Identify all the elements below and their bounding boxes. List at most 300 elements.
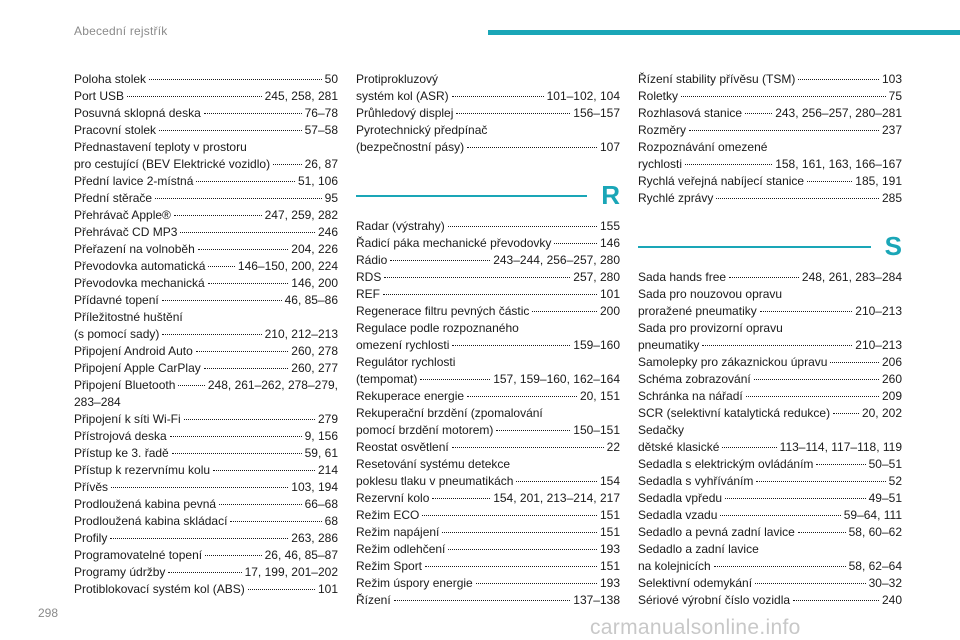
index-entry <box>74 581 338 598</box>
entry-term: Režim napájení <box>356 525 440 539</box>
entry-pages: 257, 280 <box>573 270 620 284</box>
dot-leader <box>178 385 204 386</box>
entry-pages: 210, 212–213 <box>264 327 338 341</box>
dot-leader <box>127 96 262 97</box>
dot-leader <box>196 181 295 182</box>
index-entry <box>74 428 338 445</box>
header-accent-bar <box>488 30 960 35</box>
entry-pages: 76–78 <box>304 106 338 120</box>
entry-pages: 200 <box>599 304 620 318</box>
entry-pages: 260, 277 <box>291 361 338 375</box>
dot-leader <box>383 294 597 295</box>
dot-leader <box>204 113 302 114</box>
entry-term: Sedadla vzadu <box>638 508 718 522</box>
dot-leader <box>714 566 846 567</box>
dot-leader <box>384 277 570 278</box>
dot-leader <box>722 447 776 448</box>
index-entry <box>638 173 902 190</box>
entry-term: Sedadla vpředu <box>638 491 723 505</box>
entry-term: Pracovní stolek <box>74 123 157 137</box>
entry-term: SCR (selektivní katalytická redukce) <box>638 406 831 420</box>
dot-leader <box>516 481 597 482</box>
index-entry <box>74 207 338 224</box>
entry-term: Roletky <box>638 89 679 103</box>
entry-pages: 137–138 <box>573 593 620 607</box>
dot-leader <box>745 113 772 114</box>
dot-leader <box>219 504 302 505</box>
index-entry <box>638 105 902 122</box>
index-entry <box>638 592 902 609</box>
index-entry <box>356 139 620 156</box>
index-column-1 <box>74 71 338 598</box>
dot-leader <box>213 470 315 471</box>
entry-pages: 248, 261–262, 278–279, <box>207 378 338 392</box>
entry-pages: 193 <box>599 576 620 590</box>
index-entry <box>638 371 902 388</box>
dot-leader <box>452 447 604 448</box>
entry-pages: 101 <box>599 287 620 301</box>
entry-term: Rekuperace energie <box>356 389 465 403</box>
index-entry-line: Sedačky <box>638 423 685 437</box>
index-entry <box>356 303 620 320</box>
index-entry-line: Pyrotechnický předpínač <box>356 123 488 137</box>
dot-leader <box>816 464 865 465</box>
index-entry <box>356 575 620 592</box>
index-entry <box>74 122 338 139</box>
index-entry <box>356 439 620 456</box>
dot-leader <box>170 436 302 437</box>
dot-leader <box>729 277 799 278</box>
entry-pages: 209 <box>881 389 902 403</box>
dot-leader <box>702 345 852 346</box>
entry-pages: 260, 278 <box>291 344 338 358</box>
index-entry <box>356 252 620 269</box>
entry-term: Přístup ke 3. řadě <box>74 446 169 460</box>
dot-leader <box>689 130 879 131</box>
dot-leader <box>554 243 597 244</box>
index-entry <box>638 558 902 575</box>
index-entry <box>638 524 902 541</box>
dot-leader <box>685 164 772 165</box>
dot-leader <box>184 419 315 420</box>
index-entry <box>638 456 902 473</box>
section-rule <box>638 246 871 248</box>
section-header <box>356 173 620 209</box>
entry-pages: 210–213 <box>855 338 902 352</box>
entry-pages: 246 <box>317 225 338 239</box>
dot-leader <box>830 362 879 363</box>
entry-pages: 206 <box>881 355 902 369</box>
dot-leader <box>716 198 879 199</box>
dot-leader <box>793 600 879 601</box>
entry-pages: 59, 61 <box>304 446 338 460</box>
dot-leader <box>208 283 289 284</box>
dot-leader <box>746 396 879 397</box>
index-entry <box>74 292 338 309</box>
page-number: 298 <box>38 606 59 620</box>
entry-term: systém kol (ASR) <box>356 89 449 103</box>
index-entry-continuation: 283–284 <box>74 395 121 409</box>
dot-leader <box>725 498 866 499</box>
entry-pages: 66–68 <box>304 497 338 511</box>
entry-pages: 279 <box>317 412 338 426</box>
entry-term: omezení rychlosti <box>356 338 450 352</box>
dot-leader <box>467 147 597 148</box>
entry-term: Přívěs <box>74 480 109 494</box>
entry-term: Protiblokovací systém kol (ABS) <box>74 582 245 596</box>
entry-pages: 237 <box>881 123 902 137</box>
entry-pages: 50–51 <box>868 457 902 471</box>
dot-leader <box>180 232 315 233</box>
index-entry <box>74 547 338 564</box>
entry-term: Režim úspory energie <box>356 576 473 590</box>
dot-leader <box>755 583 866 584</box>
entry-pages: 240 <box>881 593 902 607</box>
index-entry <box>74 530 338 547</box>
entry-term: Prodloužená kabina skládací <box>74 514 228 528</box>
index-entry <box>356 490 620 507</box>
entry-term: (bezpečnostní pásy) <box>356 140 465 154</box>
index-entry <box>356 388 620 405</box>
index-entry <box>638 88 902 105</box>
entry-pages: 243, 256–257, 280–281 <box>775 106 902 120</box>
entry-term: Režim ECO <box>356 508 420 522</box>
entry-term: Programy údržby <box>74 565 166 579</box>
entry-pages: 151 <box>599 508 620 522</box>
entry-pages: 101 <box>317 582 338 596</box>
index-entry <box>638 575 902 592</box>
index-entry-line: Sedadlo a zadní lavice <box>638 542 759 556</box>
index-entry-line: Sada pro nouzovou opravu <box>638 287 783 301</box>
dot-leader <box>273 164 302 165</box>
dot-leader <box>230 521 321 522</box>
entry-term: poklesu tlaku v pneumatikách <box>356 474 514 488</box>
entry-term: Samolepky pro zákaznickou úpravu <box>638 355 828 369</box>
dot-leader <box>205 555 262 556</box>
entry-pages: 146 <box>599 236 620 250</box>
dot-leader <box>208 266 234 267</box>
index-entry <box>74 496 338 513</box>
entry-term: Rychlé zprávy <box>638 191 714 205</box>
index-entry <box>356 218 620 235</box>
entry-term: Průhledový displej <box>356 106 454 120</box>
dot-leader <box>155 198 322 199</box>
index-entry <box>638 405 902 422</box>
entry-term: Přehrávač Apple® <box>74 208 171 222</box>
entry-term: Přeřazení na volnoběh <box>74 242 195 256</box>
index-entry <box>356 286 620 303</box>
entry-term: Programovatelné topení <box>74 548 203 562</box>
entry-term: dětské klasické <box>638 440 720 454</box>
entry-pages: 101–102, 104 <box>546 89 620 103</box>
index-entry <box>74 479 338 496</box>
index-entry <box>356 473 620 490</box>
entry-pages: 30–32 <box>868 576 902 590</box>
dot-leader <box>798 79 879 80</box>
entry-term: Přístup k rezervnímu kolu <box>74 463 211 477</box>
index-entry <box>356 558 620 575</box>
entry-pages: 154 <box>599 474 620 488</box>
entry-pages: 146, 200 <box>291 276 338 290</box>
index-entry <box>74 173 338 190</box>
entry-pages: 113–114, 117–118, 119 <box>779 440 902 454</box>
index-entry-line: Regulace podle rozpoznaného <box>356 321 519 335</box>
index-entry <box>74 377 338 394</box>
entry-term: Sedadla s vyhříváním <box>638 474 754 488</box>
entry-pages: 248, 261, 283–284 <box>801 270 902 284</box>
index-entry <box>74 326 338 343</box>
entry-term: Reostat osvětlení <box>356 440 449 454</box>
entry-pages: 214 <box>317 463 338 477</box>
index-entry <box>638 388 902 405</box>
index-entry <box>356 88 620 105</box>
entry-pages: 46, 85–86 <box>284 293 338 307</box>
entry-term: Připojení k síti Wi-Fi <box>74 412 181 426</box>
entry-term: Přední stěrače <box>74 191 153 205</box>
entry-term: Posuvná sklopná deska <box>74 106 201 120</box>
entry-pages: 52 <box>888 474 902 488</box>
index-entry <box>356 269 620 286</box>
dot-leader <box>174 215 262 216</box>
dot-leader <box>833 413 859 414</box>
entry-term: Port USB <box>74 89 125 103</box>
index-entry <box>638 156 902 173</box>
dot-leader <box>425 566 597 567</box>
entry-term: Poloha stolek <box>74 72 147 86</box>
dot-leader <box>720 515 840 516</box>
index-entry <box>638 122 902 139</box>
dot-leader <box>248 589 315 590</box>
index-entry <box>638 507 902 524</box>
entry-term: Sedadla s elektrickým ovládáním <box>638 457 814 471</box>
index-entry <box>638 71 902 88</box>
index-entry <box>356 371 620 388</box>
section-rule <box>356 195 587 197</box>
entry-term: rychlosti <box>638 157 683 171</box>
index-column-3 <box>638 71 902 609</box>
entry-pages: 285 <box>881 191 902 205</box>
index-entry <box>356 105 620 122</box>
entry-term: Profily <box>74 531 108 545</box>
entry-term: Připojení Bluetooth <box>74 378 176 392</box>
entry-term: Řadicí páka mechanické převodovky <box>356 236 552 250</box>
entry-pages: 26, 87 <box>304 157 338 171</box>
entry-term: Rozměry <box>638 123 687 137</box>
index-entry <box>356 592 620 609</box>
entry-term: Schránka na nářadí <box>638 389 743 403</box>
entry-term: RDS <box>356 270 382 284</box>
index-entry <box>638 439 902 456</box>
index-entry-line: Sada pro provizorní opravu <box>638 321 783 335</box>
index-entry <box>74 105 338 122</box>
dot-leader <box>422 515 597 516</box>
dot-leader <box>532 311 597 312</box>
entry-term: Regenerace filtru pevných částic <box>356 304 530 318</box>
index-entry <box>356 524 620 541</box>
entry-term: Přední lavice 2-místná <box>74 174 194 188</box>
entry-pages: 158, 161, 163, 166–167 <box>775 157 902 171</box>
entry-pages: 150–151 <box>573 423 620 437</box>
index-entry-line: Regulátor rychlosti <box>356 355 456 369</box>
index-entry <box>638 269 902 286</box>
entry-pages: 103 <box>881 72 902 86</box>
entry-pages: 243–244, 256–257, 280 <box>493 253 620 267</box>
dot-leader <box>756 481 885 482</box>
index-entry-line: Protiprokluzový <box>356 72 439 86</box>
entry-pages: 59–64, 111 <box>843 508 902 522</box>
index-entry <box>356 541 620 558</box>
dot-leader <box>196 351 289 352</box>
entry-pages: 68 <box>324 514 338 528</box>
entry-term: pomocí brzdění motorem) <box>356 423 494 437</box>
index-entry <box>356 337 620 354</box>
dot-leader <box>111 487 288 488</box>
index-entry <box>74 343 338 360</box>
dot-leader <box>452 96 544 97</box>
section-letter: R <box>601 180 620 210</box>
index-entry <box>638 190 902 207</box>
entry-term: Přístrojová deska <box>74 429 167 443</box>
index-entry <box>638 354 902 371</box>
index-entry <box>74 564 338 581</box>
dot-leader <box>110 538 288 539</box>
entry-term: Prodloužená kabina pevná <box>74 497 217 511</box>
entry-pages: 151 <box>599 559 620 573</box>
entry-pages: 75 <box>888 89 902 103</box>
entry-pages: 58, 62–64 <box>848 559 902 573</box>
dot-leader <box>149 79 322 80</box>
entry-pages: 157, 159–160, 162–164 <box>493 372 620 386</box>
entry-pages: 193 <box>599 542 620 556</box>
entry-pages: 204, 226 <box>291 242 338 256</box>
entry-pages: 260 <box>881 372 902 386</box>
index-entry <box>638 473 902 490</box>
dot-leader <box>681 96 886 97</box>
entry-term: Připojení Android Auto <box>74 344 193 358</box>
entry-pages: 159–160 <box>573 338 620 352</box>
dot-leader <box>390 260 490 261</box>
entry-pages: 155 <box>599 219 620 233</box>
entry-term: Řízení <box>356 593 391 607</box>
entry-pages: 58, 60–62 <box>848 525 902 539</box>
index-entry <box>74 241 338 258</box>
entry-pages: 151 <box>599 525 620 539</box>
entry-pages: 50 <box>324 72 338 86</box>
dot-leader <box>448 549 597 550</box>
entry-pages: 146–150, 200, 224 <box>237 259 338 273</box>
index-entry <box>638 490 902 507</box>
index-entry <box>356 422 620 439</box>
entry-term: Převodovka automatická <box>74 259 206 273</box>
entry-term: Radar (výstrahy) <box>356 219 445 233</box>
entry-pages: 107 <box>599 140 620 154</box>
index-entry <box>74 275 338 292</box>
entry-pages: 49–51 <box>868 491 902 505</box>
dot-leader <box>394 600 571 601</box>
entry-pages: 156–157 <box>573 106 620 120</box>
index-entry <box>74 258 338 275</box>
index-entry <box>74 88 338 105</box>
dot-leader <box>159 130 302 131</box>
index-entry <box>356 235 620 252</box>
entry-pages: 247, 259, 282 <box>264 208 338 222</box>
entry-pages: 95 <box>324 191 338 205</box>
entry-term: (tempomat) <box>356 372 418 386</box>
dot-leader <box>432 498 490 499</box>
index-entry <box>74 71 338 88</box>
index-entry <box>74 445 338 462</box>
index-entry <box>74 462 338 479</box>
entry-term: Sedadlo a pevná zadní lavice <box>638 525 795 539</box>
entry-term: Režim Sport <box>356 559 423 573</box>
entry-term: Přehrávač CD MP3 <box>74 225 178 239</box>
entry-term: Rádio <box>356 253 388 267</box>
entry-term: Rychlá veřejná nabíjecí stanice <box>638 174 805 188</box>
entry-pages: 245, 258, 281 <box>264 89 338 103</box>
entry-pages: 57–58 <box>304 123 338 137</box>
entry-term: Rozhlasová stanice <box>638 106 743 120</box>
index-entry <box>74 513 338 530</box>
entry-pages: 51, 106 <box>297 174 338 188</box>
entry-pages: 17, 199, 201–202 <box>244 565 338 579</box>
entry-term: Převodovka mechanická <box>74 276 205 290</box>
entry-term: Režim odlehčení <box>356 542 446 556</box>
index-entry <box>74 156 338 173</box>
watermark-text: carmanualsonline.info <box>590 616 801 639</box>
index-entry-line: Rekuperační brzdění (zpomalování <box>356 406 543 420</box>
section-title: Abecední rejstřík <box>74 24 168 38</box>
entry-pages: 22 <box>606 440 620 454</box>
index-entry-line: Resetování systému detekce <box>356 457 511 471</box>
entry-pages: 210–213 <box>855 304 902 318</box>
entry-term: Schéma zobrazování <box>638 372 751 386</box>
index-entry <box>638 337 902 354</box>
entry-pages: 9, 156 <box>304 429 338 443</box>
index-entry <box>74 224 338 241</box>
dot-leader <box>168 572 241 573</box>
dot-leader <box>442 532 597 533</box>
entry-pages: 26, 46, 85–87 <box>264 548 338 562</box>
entry-term: Selektivní odemykání <box>638 576 753 590</box>
dot-leader <box>476 583 597 584</box>
index-entry <box>74 411 338 428</box>
entry-pages: 103, 194 <box>291 480 338 494</box>
entry-term: (s pomocí sady) <box>74 327 160 341</box>
entry-term: proražené pneumatiky <box>638 304 757 318</box>
index-column-2 <box>356 71 620 609</box>
dot-leader <box>456 113 570 114</box>
entry-pages: 20, 151 <box>579 389 620 403</box>
dot-leader <box>162 334 261 335</box>
dot-leader <box>760 311 853 312</box>
dot-leader <box>172 453 302 454</box>
entry-term: Rezervní kolo <box>356 491 430 505</box>
section-header <box>638 224 902 260</box>
dot-leader <box>807 181 852 182</box>
dot-leader <box>798 532 846 533</box>
entry-term: Řízení stability přívěsu (TSM) <box>638 72 796 86</box>
entry-term: Přídavné topení <box>74 293 159 307</box>
section-letter: S <box>884 231 902 261</box>
entry-term: REF <box>356 287 380 301</box>
index-entry <box>356 507 620 524</box>
index-entry <box>638 303 902 320</box>
entry-pages: 263, 286 <box>291 531 338 545</box>
index-entry <box>74 360 338 377</box>
entry-term: pro cestující (BEV Elektrické vozidlo) <box>74 157 271 171</box>
dot-leader <box>448 226 597 227</box>
entry-pages: 154, 201, 213–214, 217 <box>493 491 620 505</box>
